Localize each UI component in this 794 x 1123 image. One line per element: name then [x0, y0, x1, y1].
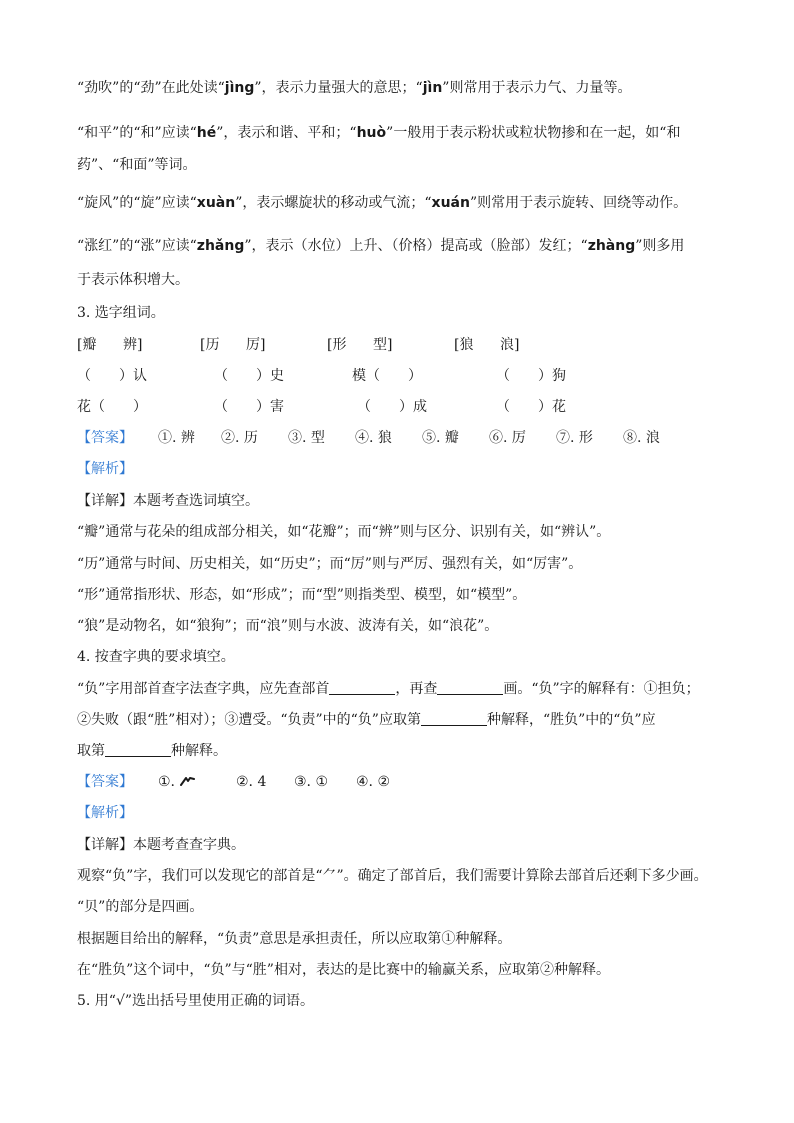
text: ”，表示力量强大的意思；“ [254, 80, 423, 96]
answer-item: ②. 历 [221, 430, 258, 446]
q3-title: 3. 选字组词。 [77, 305, 165, 321]
group-3-first: [形 [327, 337, 347, 353]
analysis-line: “形”通常指形状、形态，如“形成”；而“型”则指类型、模型，如“模型”。 [77, 587, 527, 603]
blank-item: 模（ ） [352, 368, 422, 384]
fill-blank[interactable] [105, 742, 171, 757]
detail-heading: 【详解】本题考查查字典。 [77, 837, 245, 853]
group-2-second: 厉] [246, 337, 266, 353]
text: “涨红”的“涨”应读“ [77, 238, 197, 254]
analysis-tag: 【解析】 [77, 461, 133, 477]
answer-item: ④. ② [356, 774, 391, 790]
text: ”一般用于表示粉状或粒状物掺和在一起，如“和 [386, 125, 681, 141]
q4-title: 4. 按查字典的要求填空。 [77, 649, 235, 665]
group-3-second: 型] [373, 337, 393, 353]
answer-item: ①. 辨 [158, 430, 195, 446]
fill-blank[interactable] [421, 711, 487, 726]
text: ”，表示和谐、平和；“ [216, 125, 357, 141]
q4-paragraph-line2 [77, 711, 656, 729]
analysis-line: 根据题目给出的解释，“负责”意思是承担责任，所以应取第①种解释。 [77, 931, 512, 947]
answer-item [158, 773, 195, 791]
answer-item: ③. 型 [288, 430, 325, 446]
detail-heading: 【详解】本题考查选词填空。 [77, 493, 259, 509]
text: ”，表示螺旋状的移动或气流；“ [235, 195, 432, 211]
radical-bao-icon [179, 775, 195, 787]
group-1-first: [瓣 [77, 337, 97, 353]
answer-tag: 【答案】 [77, 430, 133, 446]
blank-item: 花（ ） [77, 399, 147, 415]
text: 种解释，“胜负”中的“负”应 [486, 712, 656, 728]
analysis-line: “瓣”通常与花朵的组成部分相关，如“花瓣”；而“辨”则与区分、识别有关，如“辨认”。 [77, 524, 611, 540]
answer-item: ⑦. 形 [556, 430, 593, 446]
answer-item: ③. ① [294, 774, 329, 790]
fill-blank[interactable] [329, 680, 395, 695]
answer-tag: 【答案】 [77, 774, 133, 790]
text: ”则多用 [635, 238, 685, 254]
text: “旋风”的“旋”应读“ [77, 195, 197, 211]
answer-number: ①. [158, 774, 176, 790]
analysis-line: “贝”的部分是四画。 [77, 899, 204, 915]
jin-explanation [77, 79, 631, 97]
pinyin: jìn [422, 80, 443, 96]
pinyin: zhǎng [196, 238, 245, 254]
he-explanation [77, 124, 680, 142]
q4-paragraph-line1 [77, 680, 700, 698]
zhang-explanation [77, 237, 684, 255]
pinyin: huò [356, 125, 387, 141]
text: ②失败（跟“胜”相对）；③遭受。“负责”中的“负”应取第 [77, 712, 421, 728]
text: “和平”的“和”应读“ [77, 125, 197, 141]
pinyin: jìng [224, 80, 255, 96]
group-2-first: [历 [200, 337, 220, 353]
answer-item: ⑧. 浪 [623, 430, 660, 446]
analysis-tag: 【解析】 [77, 805, 133, 821]
analysis-line: “狼”是动物名，如“狼狗”；而“浪”则与水波、波涛有关，如“浪花”。 [77, 618, 499, 634]
text: ”，表示（水位）上升、（价格）提高或（脸部）发红；“ [244, 238, 588, 254]
answer-item: ⑤. 瓣 [422, 430, 459, 446]
q4-paragraph-line3 [77, 742, 227, 760]
blank-item: （ ）害 [214, 399, 284, 415]
group-4-first: [狼 [454, 337, 474, 353]
answer-item: ④. 狼 [355, 430, 392, 446]
he-explanation-line2: 药”、“和面”等词。 [77, 157, 197, 173]
blank-item: （ ）狗 [496, 368, 566, 384]
pinyin: zhàng [587, 238, 636, 254]
xuan-explanation [77, 194, 687, 212]
pinyin: hé [196, 125, 217, 141]
text: “劲吹”的“劲”在此处读“ [77, 80, 225, 96]
group-1-second: 辨] [123, 337, 143, 353]
blank-item: （ ）花 [496, 399, 566, 415]
analysis-line: 在“胜负”这个词中，“负”与“胜”相对，表达的是比赛中的输赢关系，应取第②种解释。 [77, 962, 610, 978]
pinyin: xuán [431, 195, 470, 211]
blank-item: （ ）史 [214, 368, 284, 384]
blank-item: （ ）认 [77, 368, 147, 384]
text: 种解释。 [171, 743, 227, 759]
answer-item: ⑥. 厉 [489, 430, 526, 446]
answer-item: ②. 4 [236, 774, 267, 790]
text: “负”字用部首查字法查字典，应先查部首 [77, 681, 330, 697]
text: ”则常用于表示旋转、回绕等动作。 [469, 195, 688, 211]
text: 画。“负”字的解释有：①担负； [503, 681, 700, 697]
analysis-line: 观察“负”字，我们可以发现它的部首是“⺈”。确定了部首后，我们需要计算除去部首后还剩下多少画。 [77, 868, 708, 884]
text: 取第 [77, 743, 105, 759]
blank-item: （ ）成 [357, 399, 427, 415]
text: ，再查 [395, 681, 438, 697]
group-4-second: 浪] [500, 337, 520, 353]
text: ”则常用于表示力气、力量等。 [442, 80, 632, 96]
fill-blank[interactable] [437, 680, 503, 695]
analysis-line: “历”通常与时间、历史相关，如“历史”；而“厉”则与严厉、强烈有关，如“厉害”。 [77, 556, 583, 572]
zhang-explanation-line2: 于表示体积增大。 [77, 272, 189, 288]
pinyin: xuàn [196, 195, 236, 211]
q5-title: 5. 用“√”选出括号里使用正确的词语。 [77, 993, 315, 1009]
